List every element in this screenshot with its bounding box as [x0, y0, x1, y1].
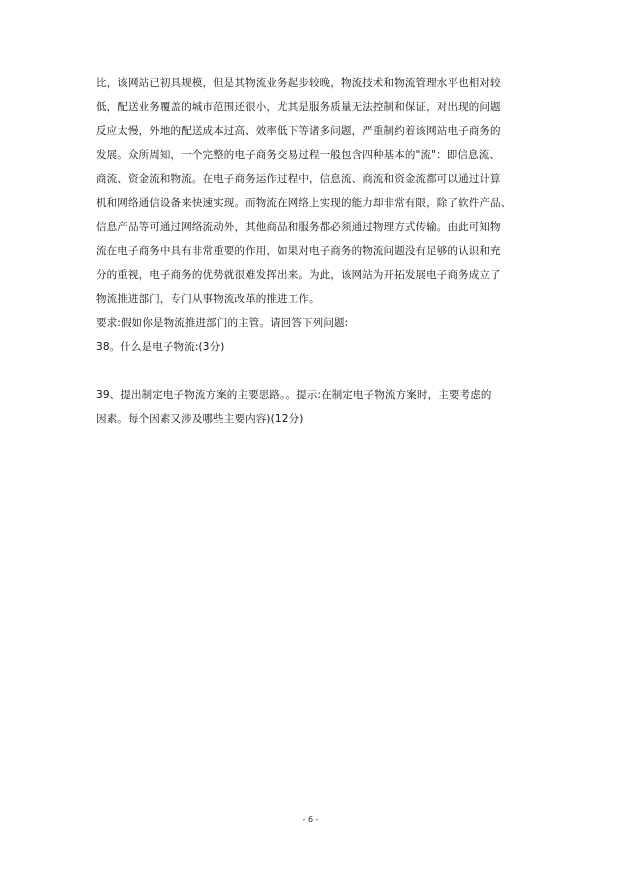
paragraph-line: 信息产品等可通过网络流动外，其他商品和服务都必须通过物理方式传输。由此可知物	[96, 221, 501, 233]
page-number: - 6 -	[302, 815, 319, 824]
paragraph-line: 分的重视，电子商务的优势就很难发挥出来。为此，该网站为开拓发展电子商务成立了	[96, 269, 501, 281]
paragraph-line: 发展。众所周知，一个完整的电子商务交易过程一般包含四种基本的"流"：即信息流、	[96, 149, 501, 161]
question-39-continuation: 因素。每个因素又涉及哪些主要内容)(12分)	[96, 413, 304, 425]
paragraph-line: 商流、资金流和物流。在电子商务运作过程中，信息流、商流和资金流都可以通过计算	[96, 173, 501, 185]
paragraph-line: 比，该网站已初具规模，但是其物流业务起步较晚，物流技术和物流管理水平也相对较	[96, 77, 501, 89]
requirement-line: 要求:假如你是物流推进部门的主管。请回答下列问题:	[96, 317, 349, 329]
paragraph-line: 低，配送业务覆盖的城市范围还很小，尤其是服务质量无法控制和保证，对出现的问题	[96, 101, 501, 113]
paragraph-line: 反应太慢，外地的配送成本过高、效率低下等诸多问题，严重制约着该网站电子商务的	[96, 125, 501, 137]
paragraph-line: 流在电子商务中具有非常重要的作用，如果对电子商务的物流问题没有足够的认识和充	[96, 245, 501, 257]
question-38: 38。什么是电子物流:(3分)	[96, 341, 225, 353]
question-39: 39、提出制定电子物流方案的主要思路。。提示:在制定电子物流方案时，主要考虑的	[96, 389, 492, 401]
paragraph-line: 机和网络通信设备来快速实现。而物流在网络上实现的能力却非常有限，除了软件产品、	[96, 197, 512, 209]
paragraph-line: 物流推进部门，专门从事物流改革的推进工作。	[96, 293, 320, 305]
